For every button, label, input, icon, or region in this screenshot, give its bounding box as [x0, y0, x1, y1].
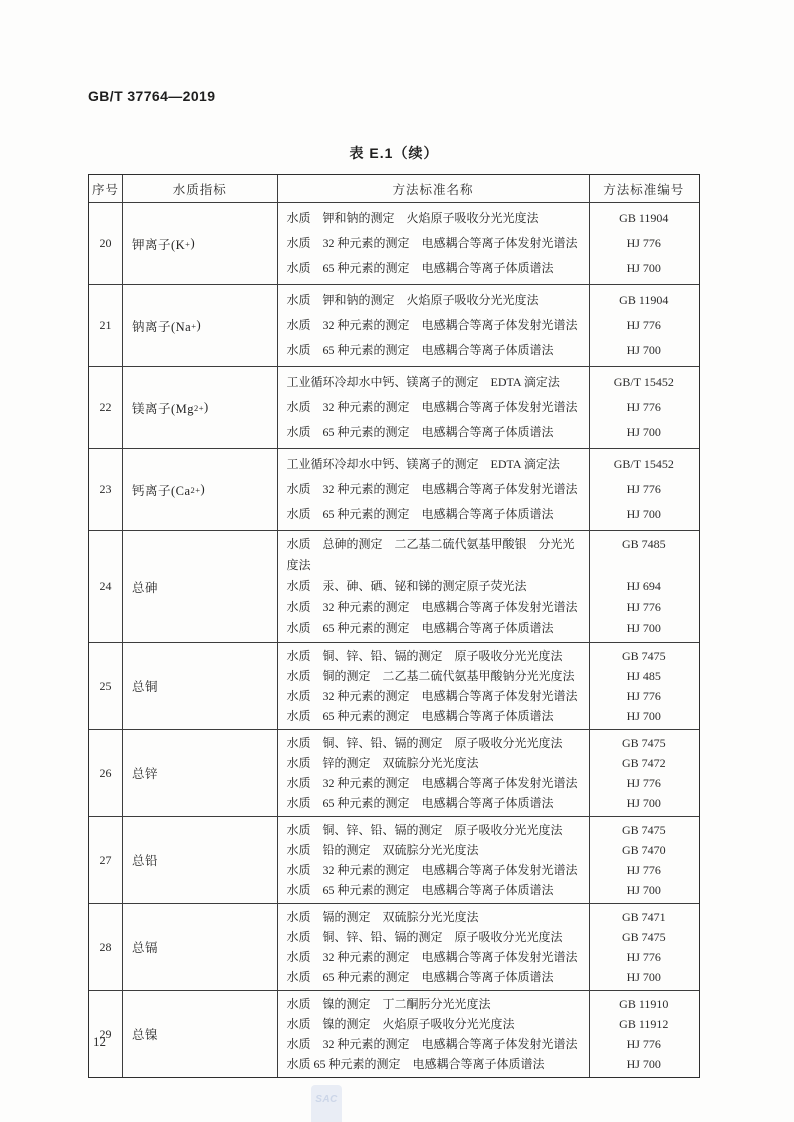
method-code: GB 11904 [619, 211, 669, 225]
table-row [89, 449, 699, 531]
method-code: HJ 485 [626, 669, 661, 683]
header-serial-number: 序号 [91, 182, 119, 197]
method-line [277, 994, 699, 1014]
row-number-cell: 26 [99, 765, 112, 780]
sac-watermark-logo [311, 1085, 342, 1122]
indicator-close: ) [204, 400, 209, 414]
method-line [277, 880, 699, 900]
row-number-cell: 22 [99, 400, 112, 414]
indicator-cell [122, 643, 278, 729]
method-line [277, 646, 699, 666]
method-code: HJ 776 [626, 950, 661, 964]
method-line [277, 820, 699, 840]
table-row [89, 817, 699, 904]
method-code: HJ 700 [626, 883, 661, 897]
method-line [277, 1014, 699, 1034]
indicator-text: 总镉 [131, 941, 158, 955]
row-number-cell: 20 [99, 236, 112, 250]
indicator-text: 总铅 [131, 854, 158, 868]
table-row [89, 203, 699, 285]
method-code: HJ 700 [626, 261, 661, 275]
method-name: 水质 锌的测定 双硫腙分光光度法 [286, 756, 479, 770]
method-code: GB 11910 [619, 997, 669, 1011]
indicator-cell [122, 991, 278, 1077]
method-name: 水质 铜、锌、铅、镉的测定 原子吸收分光光度法 [286, 649, 563, 663]
method-line [277, 733, 699, 753]
method-name: 水质 汞、砷、硒、铋和锑的测定原子荧光法 [286, 579, 527, 593]
table-header-row [89, 175, 699, 203]
header-method-code: 方法标准编号 [603, 182, 685, 197]
method-line [277, 231, 699, 256]
method-code: HJ 700 [626, 709, 661, 723]
method-line [277, 534, 699, 576]
method-line [277, 502, 699, 527]
methods-cell [277, 203, 699, 284]
method-code: HJ 776 [626, 482, 661, 496]
indicator-cell [122, 904, 278, 990]
method-line [277, 477, 699, 502]
indicator-text: 总锌 [131, 767, 158, 781]
indicator-cell: 镁离子(Mg 2+ ) [131, 400, 209, 416]
method-code: GB 7485 [621, 537, 666, 551]
methods-table [88, 174, 700, 1078]
method-name: 水质 总砷的测定 二乙基二硫代氨基甲酸银 分光光度法 [286, 537, 575, 572]
method-name: 水质 镍的测定 丁二酮肟分光光度法 [286, 997, 491, 1011]
table-row [89, 730, 699, 817]
method-name: 水质 32 种元素的测定 电感耦合等离子体发射光谱法 [286, 950, 578, 964]
table-caption: 表 E.1（续） [349, 145, 439, 161]
table-row [89, 643, 699, 730]
method-code: HJ 776 [626, 689, 661, 703]
method-code: GB 7472 [621, 756, 666, 770]
method-name: 水质 镍的测定 火焰原子吸收分光光度法 [286, 1017, 515, 1031]
method-line [277, 666, 699, 686]
method-name: 水质 32 种元素的测定 电感耦合等离子体发射光谱法 [286, 689, 578, 703]
table-row [89, 367, 699, 449]
indicator-cell: 钠离子(Na + ) [131, 318, 202, 334]
indicator-cell [122, 817, 278, 903]
method-name: 工业循环冷却水中钙、镁离子的测定 EDTA 滴定法 [286, 457, 560, 471]
method-code: HJ 776 [626, 318, 661, 332]
method-name: 水质 铜、锌、铅、镉的测定 原子吸收分光光度法 [286, 823, 563, 837]
indicator-close: ) [190, 236, 196, 250]
method-code: GB 11912 [619, 1017, 669, 1031]
method-name: 水质 32 种元素的测定 电感耦合等离子体发射光谱法 [286, 863, 578, 877]
methods-cell [277, 904, 699, 990]
table-body [89, 203, 699, 1077]
method-code: HJ 776 [626, 1037, 661, 1051]
table-row [89, 904, 699, 991]
method-code: HJ 776 [626, 863, 661, 877]
method-line [277, 576, 699, 597]
indicator-text: 总砷 [131, 580, 158, 595]
document-number: GB/T 37764—2019 [88, 88, 216, 104]
method-name: 水质 65 种元素的测定 电感耦合等离子体质谱法 [286, 507, 554, 521]
method-code: HJ 700 [626, 507, 661, 521]
method-line [277, 313, 699, 338]
method-line [277, 927, 699, 947]
method-line [277, 860, 699, 880]
method-name: 水质 32 种元素的测定 电感耦合等离子体发射光谱法 [286, 600, 578, 614]
method-line [277, 452, 699, 477]
method-code: GB 7475 [621, 649, 666, 663]
method-name: 工业循环冷却水中钙、镁离子的测定 EDTA 滴定法 [286, 375, 560, 389]
table-row [89, 531, 699, 643]
method-code: GB 7475 [621, 930, 666, 944]
method-name: 水质 65 种元素的测定 电感耦合等离子体质谱法 [286, 425, 554, 439]
row-number-cell: 24 [99, 579, 112, 593]
method-line [277, 288, 699, 313]
method-line [277, 753, 699, 773]
method-line [277, 618, 699, 639]
method-name: 水质 镉的测定 双硫腙分光光度法 [286, 910, 479, 924]
row-number-cell: 25 [99, 678, 112, 693]
method-line [277, 1034, 699, 1054]
method-code: GB/T 15452 [613, 457, 674, 471]
method-name: 水质 铅的测定 双硫腙分光光度法 [286, 843, 479, 857]
method-code: HJ 700 [626, 796, 661, 810]
method-code: GB 7471 [621, 910, 666, 924]
methods-cell [277, 531, 699, 642]
method-name: 水质 铜、锌、铅、镉的测定 原子吸收分光光度法 [286, 736, 563, 750]
method-line [277, 420, 699, 445]
indicator-text: 钾离子(K [131, 237, 186, 252]
method-line [277, 840, 699, 860]
indicator-cell [122, 531, 278, 642]
method-name: 水质 65 种元素的测定 电感耦合等离子体质谱法 [286, 1057, 545, 1071]
indicator-text: 钙离子(Ca [131, 483, 191, 498]
method-line [277, 395, 699, 420]
method-code: GB 7470 [621, 843, 666, 857]
method-line [277, 597, 699, 618]
method-code: HJ 776 [626, 776, 661, 790]
table-row [89, 991, 699, 1077]
method-name: 水质 65 种元素的测定 电感耦合等离子体质谱法 [286, 970, 554, 984]
row-number-cell: 29 [99, 1026, 112, 1041]
method-line [277, 907, 699, 927]
table-row [89, 285, 699, 367]
row-number-cell: 23 [99, 482, 112, 496]
method-name: 水质 65 种元素的测定 电感耦合等离子体质谱法 [286, 709, 554, 723]
method-name: 水质 32 种元素的测定 电感耦合等离子体发射光谱法 [286, 482, 578, 496]
indicator-cell [122, 730, 278, 816]
indicator-text: 总铜 [131, 680, 158, 694]
sac-watermark-text: SAC [315, 1094, 338, 1105]
methods-cell [277, 991, 699, 1077]
method-line [277, 206, 699, 231]
method-name: 水质 钾和钠的测定 火焰原子吸收分光光度法 [286, 211, 539, 225]
method-name: 水质 65 种元素的测定 电感耦合等离子体质谱法 [286, 261, 554, 275]
method-code: GB 7475 [621, 823, 666, 837]
method-line [277, 1054, 699, 1074]
indicator-cell: 钾离子(K + ) [131, 236, 196, 252]
method-line [277, 256, 699, 281]
methods-cell [277, 817, 699, 903]
methods-cell [277, 367, 699, 448]
page-number: 12 [93, 1034, 106, 1049]
method-line [277, 370, 699, 395]
method-code: HJ 694 [626, 579, 661, 593]
method-code: HJ 700 [626, 343, 661, 357]
method-code: HJ 700 [626, 425, 661, 439]
methods-cell [277, 285, 699, 366]
method-line [277, 338, 699, 363]
indicator-close: ) [196, 318, 202, 332]
method-name: 水质 65 种元素的测定 电感耦合等离子体质谱法 [286, 883, 554, 897]
method-name: 水质 32 种元素的测定 电感耦合等离子体发射光谱法 [286, 776, 578, 790]
header-water-indicator: 水质指标 [172, 182, 227, 197]
method-code: HJ 700 [626, 970, 661, 984]
method-line [277, 686, 699, 706]
row-number-cell: 28 [99, 939, 112, 954]
row-number-cell: 21 [99, 318, 112, 332]
row-number-cell: 27 [99, 852, 112, 867]
method-code: HJ 776 [626, 236, 661, 250]
method-line [277, 773, 699, 793]
method-name: 水质 32 种元素的测定 电感耦合等离子体发射光谱法 [286, 1037, 578, 1051]
method-name: 水质 65 种元素的测定 电感耦合等离子体质谱法 [286, 343, 554, 357]
method-name: 水质 铜、锌、铅、镉的测定 原子吸收分光光度法 [286, 930, 563, 944]
indicator-cell: 钙离子(Ca 2+ ) [131, 482, 206, 498]
indicator-close: ) [200, 482, 206, 496]
method-name: 水质 32 种元素的测定 电感耦合等离子体发射光谱法 [286, 318, 578, 332]
method-name: 水质 钾和钠的测定 火焰原子吸收分光光度法 [286, 293, 539, 307]
methods-cell [277, 643, 699, 729]
method-line [277, 793, 699, 813]
method-name: 水质 32 种元素的测定 电感耦合等离子体发射光谱法 [286, 236, 578, 250]
method-name: 水质 65 种元素的测定 电感耦合等离子体质谱法 [286, 621, 554, 635]
indicator-text: 镁离子(Mg [131, 401, 194, 416]
methods-cell [277, 730, 699, 816]
methods-cell [277, 449, 699, 530]
indicator-text: 总镍 [131, 1028, 158, 1042]
method-name: 水质 32 种元素的测定 电感耦合等离子体发射光谱法 [286, 400, 578, 414]
method-name: 水质 65 种元素的测定 电感耦合等离子体质谱法 [286, 796, 554, 810]
method-line [277, 947, 699, 967]
method-name: 水质 铜的测定 二乙基二硫代氨基甲酸钠分光光度法 [286, 669, 575, 683]
method-code: HJ 776 [626, 600, 661, 614]
header-method-name: 方法标准名称 [392, 182, 474, 197]
method-code: GB 7475 [621, 736, 666, 750]
indicator-text: 钠离子(Na [131, 319, 192, 334]
method-code: GB/T 15452 [613, 375, 674, 389]
method-code: HJ 700 [626, 1057, 661, 1071]
method-code: HJ 776 [626, 400, 661, 414]
method-code: HJ 700 [626, 621, 661, 635]
method-line [277, 967, 699, 987]
method-line [277, 706, 699, 726]
method-code: GB 11904 [619, 293, 669, 307]
